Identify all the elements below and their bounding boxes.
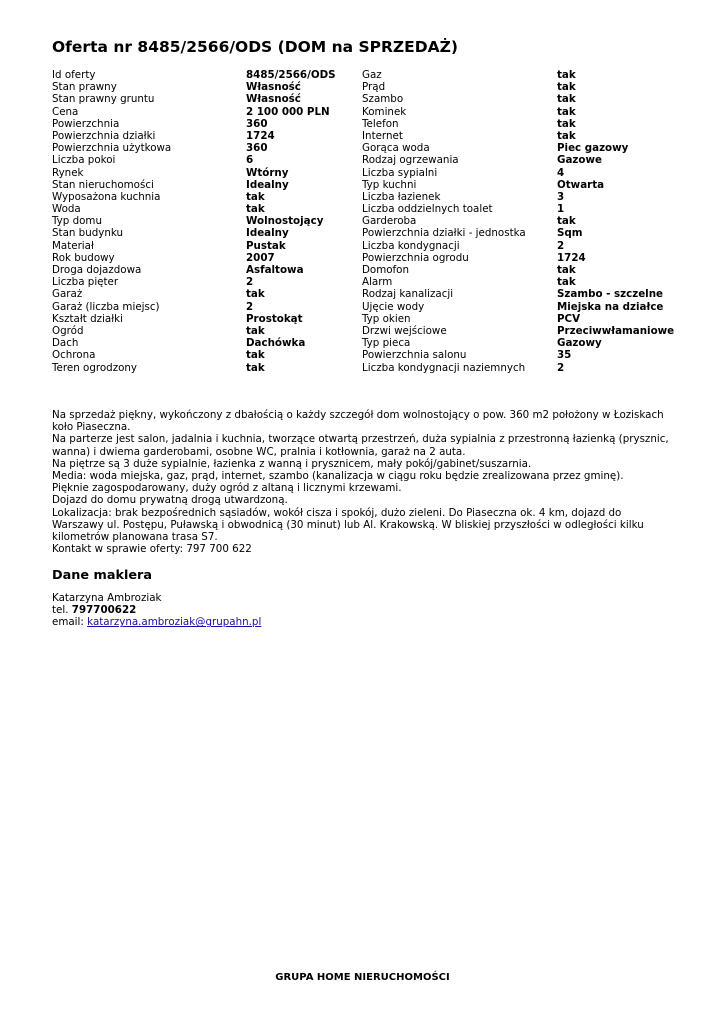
property-value: tak: [557, 117, 576, 130]
property-value: 3: [557, 190, 565, 203]
property-label: Typ domu: [52, 215, 102, 228]
property-value: Wtórny: [246, 166, 289, 179]
property-value: tak: [557, 105, 576, 118]
broker-phone-line: [52, 604, 261, 616]
property-row: [52, 240, 692, 252]
property-value: Asfaltowa: [246, 264, 304, 276]
property-value: tak: [557, 129, 576, 142]
property-table: [52, 69, 692, 374]
property-value: tak: [557, 69, 576, 81]
description-paragraph: Lokalizacja: brak bezpośrednich sąsiadów, wokół cisza i spokój, dużo zieleni. Do Piaseczna ok. 4 km, dojazd do Warszawy ul. Postępu, Puławską i obwodnicą (30 minut) lub Al. Krakowską. W bliskiej przyszłości w odległości kilku kilometrów planowana trasa S7.: [52, 506, 644, 544]
property-label: Cena: [52, 105, 79, 118]
property-label: Liczba kondygnacji naziemnych: [362, 361, 526, 374]
property-row: [52, 93, 692, 105]
property-value: Pustak: [246, 239, 286, 252]
property-value: Idealny: [246, 227, 289, 240]
property-label: Powierzchnia ogrodu: [362, 251, 469, 264]
property-label: Ujęcie wody: [362, 300, 425, 313]
property-value: Wolnostojący: [246, 215, 324, 228]
property-value: Szambo - szczelne: [557, 288, 664, 301]
property-row: [52, 69, 692, 81]
property-label: Woda: [52, 203, 81, 216]
property-value: Gazowy: [557, 337, 602, 350]
property-value: 2 100 000 PLN: [246, 105, 330, 118]
property-value: Prostokąt: [246, 312, 303, 325]
property-value: 1: [557, 203, 565, 216]
property-label: Garaż: [52, 288, 83, 301]
property-label: Stan budynku: [52, 227, 124, 240]
property-value: 2007: [246, 251, 275, 264]
property-label: Powierzchnia użytkowa: [52, 142, 172, 155]
property-row: [52, 276, 692, 288]
property-row: [52, 227, 692, 239]
property-value: 360: [246, 117, 268, 130]
property-label: Kształt działki: [52, 312, 123, 325]
broker-heading: Dane maklera: [52, 568, 152, 583]
property-label: Typ pieca: [362, 337, 411, 350]
property-value: tak: [557, 264, 576, 276]
property-value: 6: [246, 154, 254, 167]
property-label: Domofon: [362, 264, 410, 276]
property-value: Otwarta: [557, 178, 605, 191]
property-value: 360: [246, 142, 268, 155]
property-row: [52, 142, 692, 154]
description-paragraph: Dojazd do domu prywatną drogą utwardzoną.: [52, 494, 288, 507]
property-row: [52, 130, 692, 142]
property-label: Rok budowy: [52, 251, 115, 264]
property-value: 8485/2566/ODS: [246, 69, 336, 81]
property-value: 35: [557, 349, 572, 362]
property-label: Liczba łazienek: [362, 190, 441, 203]
property-value: Piec gazowy: [557, 142, 629, 155]
footer-company-name: GRUPA HOME NIERUCHOMOŚCI: [275, 972, 450, 983]
property-label: Telefon: [362, 117, 399, 130]
property-label: Powierzchnia salonu: [362, 349, 467, 362]
description-paragraph: Kontakt w sprawie oferty: 797 700 622: [52, 543, 252, 556]
property-value: tak: [246, 190, 265, 203]
property-label: Ogród: [52, 324, 84, 337]
property-value: tak: [246, 288, 265, 301]
property-value: tak: [246, 349, 265, 362]
property-value: tak: [246, 324, 265, 337]
property-label: Typ kuchni: [362, 178, 417, 191]
property-value: Miejska na działce: [557, 300, 664, 313]
broker-name: Katarzyna Ambroziak: [52, 592, 162, 604]
offer-description: [52, 409, 672, 555]
property-value: 1724: [557, 251, 586, 264]
property-value: tak: [557, 93, 576, 106]
property-value: Przeciwwłamaniowe: [557, 324, 675, 337]
property-label: Wyposażona kuchnia: [52, 190, 161, 203]
property-value: 2: [557, 239, 565, 252]
description-paragraph: Na parterze jest salon, jadalnia i kuchnia, tworzące otwartą przestrzeń, duża sypialnia z przestronną łazienką (prysznic, wanna) i dwiema garderobami, osobne WC, pralnia i kotłownia, garaż na 2 auta.: [52, 433, 669, 458]
property-value: 4: [557, 166, 565, 179]
broker-phone: 797700622: [71, 604, 137, 617]
property-label: Powierzchnia działki - jednostka: [362, 227, 526, 240]
property-row: [52, 203, 692, 215]
property-label: Teren ogrodzony: [52, 361, 138, 374]
property-label: Typ okien: [362, 312, 411, 325]
property-label: Liczba kondygnacji: [362, 239, 460, 252]
property-row: [52, 167, 692, 179]
property-value: 2: [246, 300, 254, 313]
property-value: 1724: [246, 129, 275, 142]
property-row: [52, 191, 692, 203]
property-row: [52, 362, 692, 374]
broker-phone-label: tel.: [52, 604, 69, 617]
property-row: [52, 252, 692, 264]
property-value: tak: [557, 276, 576, 289]
property-value: PCV: [557, 312, 581, 325]
property-label: Powierzchnia: [52, 117, 120, 130]
property-label: Materiał: [52, 239, 94, 252]
property-label: Dach: [52, 337, 79, 350]
property-label: Liczba pięter: [52, 276, 119, 289]
property-row: [52, 118, 692, 130]
property-label: Alarm: [362, 276, 393, 289]
property-row: [52, 179, 692, 191]
broker-email-label: email:: [52, 616, 84, 629]
property-value: tak: [557, 81, 576, 94]
property-row: [52, 154, 692, 166]
description-paragraph: Media: woda miejska, gaz, prąd, internet, szambo (kanalizacja w ciągu roku będzie zrealizowana przez gminę).: [52, 470, 624, 483]
property-row: [52, 288, 692, 300]
property-label: Droga dojazdowa: [52, 264, 142, 276]
property-label: Liczba pokoi: [52, 154, 116, 167]
property-row: [52, 325, 692, 337]
property-row: [52, 106, 692, 118]
property-value: tak: [246, 203, 265, 216]
property-label: Gaz: [362, 69, 382, 81]
description-paragraph: Pięknie zagospodarowany, duży ogród z altaną i licznymi krzewami.: [52, 482, 402, 495]
property-label: Rynek: [52, 166, 84, 179]
property-value: Dachówka: [246, 337, 306, 350]
property-label: Garaż (liczba miejsc): [52, 300, 160, 313]
description-paragraph: Na piętrze są 3 duże sypialnie, łazienka z wanną i prysznicem, mały pokój/gabinet/suszarnia.: [52, 457, 532, 470]
property-label: Garderoba: [362, 215, 417, 228]
property-row: [52, 301, 692, 313]
property-label: Rodzaj ogrzewania: [362, 154, 459, 167]
property-label: Drzwi wejściowe: [362, 324, 447, 337]
property-label: Ochrona: [52, 349, 96, 362]
property-value: 2: [557, 361, 565, 374]
property-value: Idealny: [246, 178, 289, 191]
property-row: [52, 81, 692, 93]
property-label: Stan nieruchomości: [52, 178, 154, 191]
property-label: Powierzchnia działki: [52, 129, 156, 142]
description-paragraph: Na sprzedaż piękny, wykończony z dbałością o każdy szczegół dom wolnostojący o pow. 360 m2 położony w Łoziskach koło Piaseczna.: [52, 409, 664, 434]
property-label: Stan prawny: [52, 81, 117, 94]
property-label: Internet: [362, 129, 403, 142]
property-label: Rodzaj kanalizacji: [362, 288, 454, 301]
property-row: [52, 349, 692, 361]
property-label: Liczba sypialni: [362, 166, 438, 179]
property-value: Gazowe: [557, 154, 602, 167]
property-row: [52, 215, 692, 227]
broker-info: [52, 592, 261, 629]
property-row: [52, 337, 692, 349]
property-value: Sqm: [557, 227, 583, 240]
property-row: [52, 313, 692, 325]
property-label: Szambo: [362, 93, 404, 106]
property-value: Własność: [246, 81, 301, 94]
property-value: 2: [246, 276, 254, 289]
property-label: Prąd: [362, 81, 386, 94]
property-label: Id oferty: [52, 69, 96, 81]
property-value: tak: [557, 215, 576, 228]
property-label: Stan prawny gruntu: [52, 93, 155, 106]
property-label: Gorąca woda: [362, 142, 430, 155]
property-label: Kominek: [362, 105, 407, 118]
property-value: Własność: [246, 93, 301, 106]
property-label: Liczba oddzielnych toalet: [362, 203, 493, 216]
offer-title: Oferta nr 8485/2566/ODS (DOM na SPRZEDAŻ): [52, 38, 458, 56]
property-value: tak: [246, 361, 265, 374]
broker-email-line: [52, 616, 261, 628]
property-row: [52, 264, 692, 276]
broker-email-link[interactable]: katarzyna.ambroziak@grupahn.pl: [87, 616, 262, 629]
